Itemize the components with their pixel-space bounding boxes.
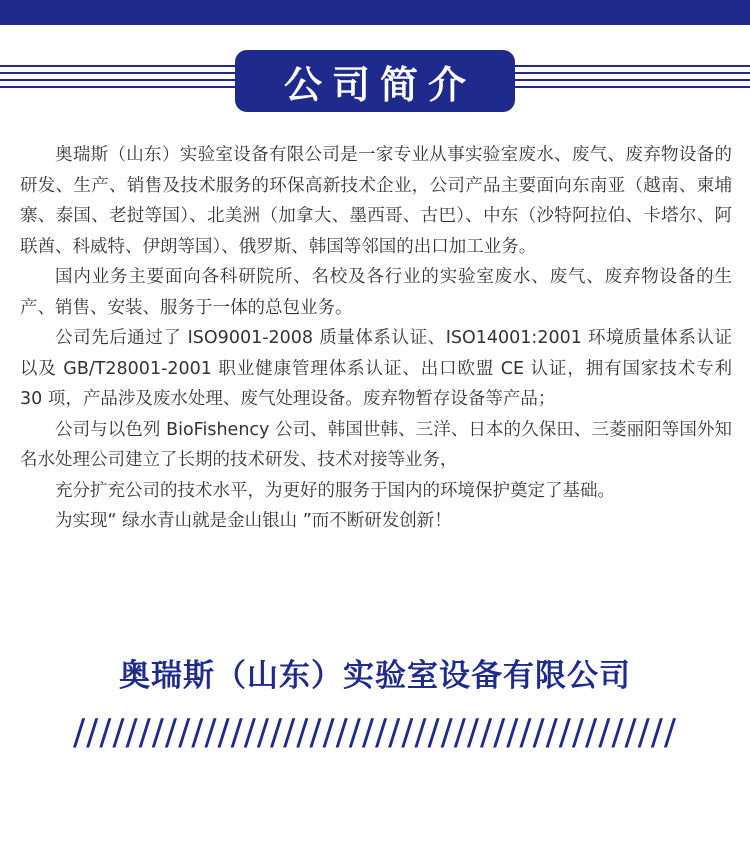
intro-paragraph-2: 国内业务主要面向各科研院所、名校及各行业的实验室废水、废气、废弃物设备的生产、销售、安装、服务于一体的总包业务。 bbox=[20, 267, 732, 318]
intro-paragraph-4: 公司与以色列 BioFishency 公司、韩国世韩、三洋、日本的久保田、三菱丽阳等国外知名水处理公司建立了长期的技术研发、技术对接等业务， bbox=[20, 419, 732, 470]
left-stripe-decoration bbox=[0, 65, 240, 95]
top-banner-bar bbox=[0, 0, 750, 25]
intro-paragraph-1: 奥瑞斯（山东）实验室设备有限公司是一家专业从事实验室废水、废气、废弃物设备的研发、生产、销售及技术服务的环保高新技术企业，公司产品主要面向东南亚（越南、柬埔寨、泰国、老挝等国）、北美洲（加拿大、墨西哥、古巴）、中东（沙特阿拉伯、卡塔尔、阿联酋、科威特、伊朗等国）、俄罗斯、韩国等邻国的出口加工业务。 bbox=[20, 145, 732, 257]
section-title: 公司简介 bbox=[283, 62, 476, 107]
intro-paragraph-5: 充分扩充公司的技术水平，为更好的服务于国内的环境保护奠定了基础。 bbox=[55, 480, 615, 501]
right-stripe-decoration bbox=[510, 65, 750, 95]
company-intro-text bbox=[20, 140, 732, 537]
section-title-box bbox=[235, 50, 515, 112]
company-name: 奥瑞斯（山东）实验室设备有限公司 bbox=[119, 658, 631, 694]
slash-decoration: ////////////////////////////////////////////// bbox=[73, 712, 677, 753]
intro-paragraph-6: 为实现“ 绿水青山就是金山银山 ”而不断研发创新！ bbox=[55, 511, 452, 531]
intro-paragraph-3: 公司先后通过了 ISO9001-2008 质量体系认证、ISO14001:2001 环境质量体系认证以及 GB/T28001-2001 职业健康管理体系认证、出口欧盟 CE 认证，拥有国家技术专利 30 项，产品涉及废水处理、废气处理设备。废弃物暂存设备等产品； bbox=[20, 328, 732, 409]
